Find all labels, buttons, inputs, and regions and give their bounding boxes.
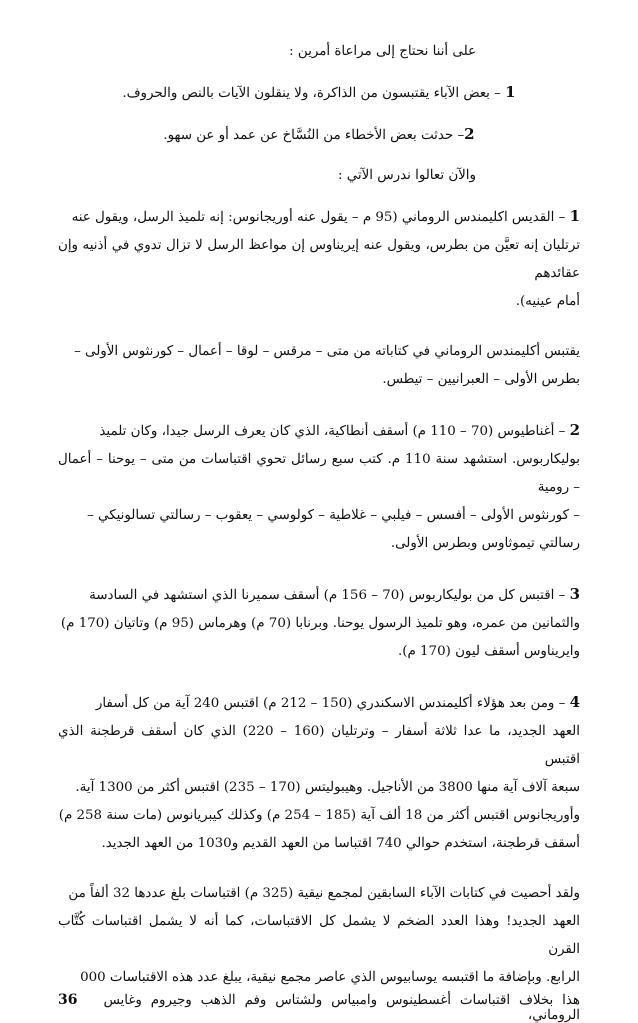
last-line-row	[58, 992, 580, 1023]
item-2-line-4: رسالتي تيموثاوس وبطرس الأولى.	[390, 536, 580, 551]
item-4-line-2: العهد الجديد، ما عدا ثلاثة أسفار – وترتليان (160 – 220) الذي كان أسقف قرطجنة الذي اقتبس	[58, 724, 580, 767]
item-3-line-1: – اقتبس كل من بوليكاربوس (70 – 156 م) أسقف سميرنا الذي استشهد في السادسة	[89, 588, 566, 603]
item-4-number: 4	[569, 693, 580, 711]
item-1-line-3: أمام عينيه).	[515, 294, 580, 309]
closing-line-1: ولقد أحصيت في كتابات الآباء السابقين لمجمع نيقية (325 م) اقتباسات بلغ عددها 32 ألفاً من	[68, 886, 580, 901]
item-1-line-2: ترتليان إنه تعيَّن من بطرس، ويقول عنه إيريناوس إن مواعظ الرسل لا تزال تدوي في أذنيه وإن عقائدهم	[58, 238, 580, 281]
item-1-sub-line-1: يقتبس أكليمندس الروماني في كتاباته من متى – مرقس – لوقا – أعمال – كورنثوس الأولى –	[74, 344, 580, 359]
item-4-paragraph	[58, 688, 580, 858]
item-3-number: 3	[569, 585, 580, 603]
item-4-line-5: أسقف قرطجنة، استخدم حوالي 740 اقتباسا من العهد القديم و1030 من العهد الجديد.	[101, 836, 580, 851]
item-1-paragraph	[58, 202, 580, 316]
item-3-line-3: وايريناوس أسقف ليون (170 م).	[398, 644, 580, 659]
item-3-line-2: والثمانين من عمره، وهو تلميذ الرسول يوحنا. وبرنابا (70 م) وهرماس (95 م) وتاتيان (170 م)	[60, 616, 580, 631]
point-1-text: – بعض الآباء يقتبسون من الذاكرة، ولا ينقلون الآيات بالنص والحروف.	[122, 86, 501, 101]
item-4-line-3: سبعة آلاف آية منها 3800 من الأناجيل. وهيبوليتس (170 – 235) اقتبس أكثر من 1300 آية.	[75, 780, 580, 795]
point-2-text: – حدثت بعض الأخطاء من النُسَّاخ عن عمد أو عن سهو.	[163, 128, 465, 143]
item-4-line-1: – ومن بعد هؤلاء أكليمندس الاسكندري (150 – 212 م) اقتبس 240 آية من كل أسفار	[95, 696, 566, 711]
item-3-paragraph	[58, 580, 580, 666]
closing-paragraph	[58, 880, 580, 992]
item-1-number: 1	[569, 207, 580, 225]
item-1-line-1: – القديس اكليمندس الروماني (95 م – يقول عنه أوريجانوس: إنه تلميذ الرسل، ويقول عنه	[71, 210, 566, 225]
item-4-line-4: وأوريجانوس اقتبس أكثر من 18 ألف آية (185 – 254 م) وكذلك كيبريانوس (مات سنة 258 م)	[58, 808, 580, 823]
item-1-sub-line-2: بطرس الأولى – العبرانيين – تيطس.	[382, 372, 580, 387]
point-1-number: 1	[505, 83, 516, 101]
item-2-paragraph	[58, 416, 580, 558]
item-2-line-3: – كورنثوس الأولى – أفسس – فيلبي – غلاطية – كولوسي – يعقوب – رسالتي تسالونيكي –	[87, 508, 580, 523]
intro-line: على أننا نحتاج إلى مراعاة أمرين :	[289, 44, 476, 59]
transition-line: والآن تعالوا ندرس الآتي :	[338, 168, 476, 183]
last-line-text: هذا بخلاف اقتباسات أغسطينوس وامبياس ولشتاس وفم الذهب وجيروم وغايس الروماني،	[103, 993, 580, 1023]
closing-line-3: الرابع. وبإضافة ما اقتبسه يوسابيوس الذي عاصر مجمع نيقية، يبلغ عدد هذه الاقتباسات 000	[80, 970, 580, 985]
item-2-line-1: – أغناطيوس (70 – 110 م) أسقف أنطاكية، الذي كان يعرف الرسل جيدا، وكان تلميذ	[99, 424, 566, 439]
point-2-number: 2	[464, 125, 475, 143]
point-1	[58, 78, 580, 108]
closing-line-2: العهد الجديد! وهذا العدد الضخم لا يشمل كل الاقتباسات، كما أنه لا يشمل اقتباسات كُتَّاب القرن	[58, 914, 580, 957]
item-1-sub-paragraph	[58, 338, 580, 394]
item-2-line-2: بوليكاربوس. استشهد سنة 110 م. كتب سبع رسائل تحوي اقتباسات من متى – يوحنا – أعمال – رومية	[58, 452, 580, 495]
point-2	[58, 120, 580, 150]
item-2-number: 2	[569, 421, 580, 439]
page-number: 36	[58, 992, 78, 1008]
